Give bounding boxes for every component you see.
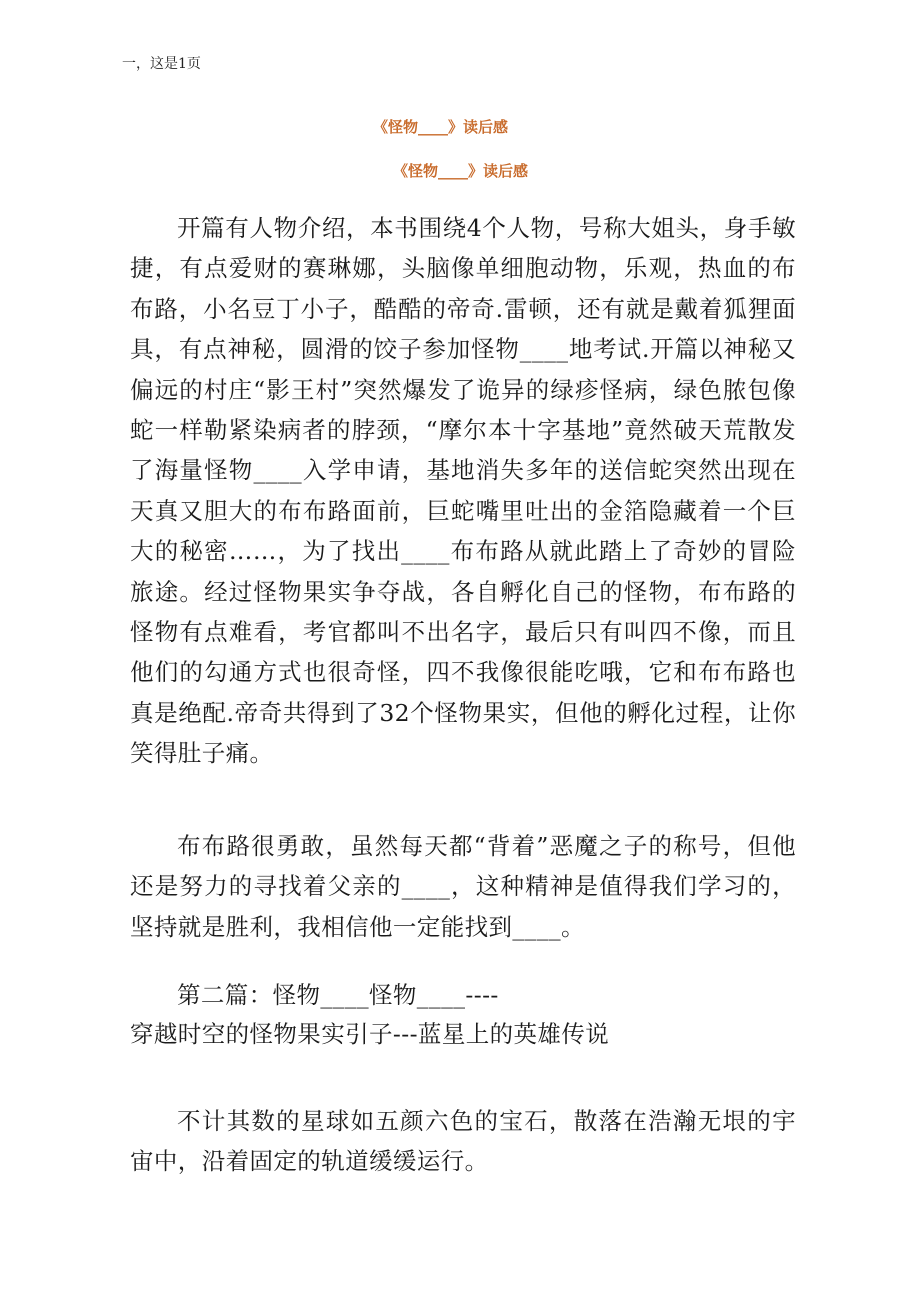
section-heading-line-2: 穿越时空的怪物果实引子---蓝星上的英雄传说 [130,1020,610,1048]
paragraph-courage: 布布路很勇敢，虽然每天都“背着”恶魔之子的称号，但他还是努力的寻找着父亲的____，这种精神是值得我们学习的，坚持就是胜利，我相信他一定能找到____。 [130,832,796,941]
section-heading-line-1: 第二篇：怪物____怪物____---- [177,981,499,1009]
page-marker: 一，这是1页 [122,56,201,72]
document-subtitle: 《怪物____》读后感 [393,162,529,180]
document-title: 《怪物____》读后感 [373,118,509,136]
paragraph-stars: 不计其数的星球如五颜六色的宝石，散落在浩瀚无垠的宇宙中，沿着固定的轨道缓缓运行。 [130,1107,796,1176]
paragraph-intro: 开篇有人物介绍，本书围绕4个人物，号称大姐头，身手敏捷，有点爱财的赛琳娜，头脑像单细胞动物，乐观，热血的布布路，小名豆丁小子，酷酷的帝奇.雷顿，还有就是戴着狐狸面具，有点神秘，圆滑的饺子参加怪物____地考试.开篇以神秘又偏远的村庄“影王村”突然爆发了诡异的绿疹怪病，绿色脓包像蛇一样勒紧染病者的脖颈，“摩尔本十字基地”竟然破天荒散发了海量怪物____入学申请，基地消失多年的送信蛇突然出现在天真又胆大的布布路面前，巨蛇嘴里吐出的金箔隐藏着一个巨大的秘密……，为了找出____布布路从就此踏上了奇妙的冒险旅途。经过怪物果实争夺战，各自孵化自己的怪物，布布路的怪物有点难看，考官都叫不出名字，最后只有叫四不像，而且他们的勾通方式也很奇怪，四不我像很能吃哦，它和布布路也真是绝配.帝奇共得到了32个怪物果实，但他的孵化过程，让你笑得肚子痛。 [130,214,796,768]
